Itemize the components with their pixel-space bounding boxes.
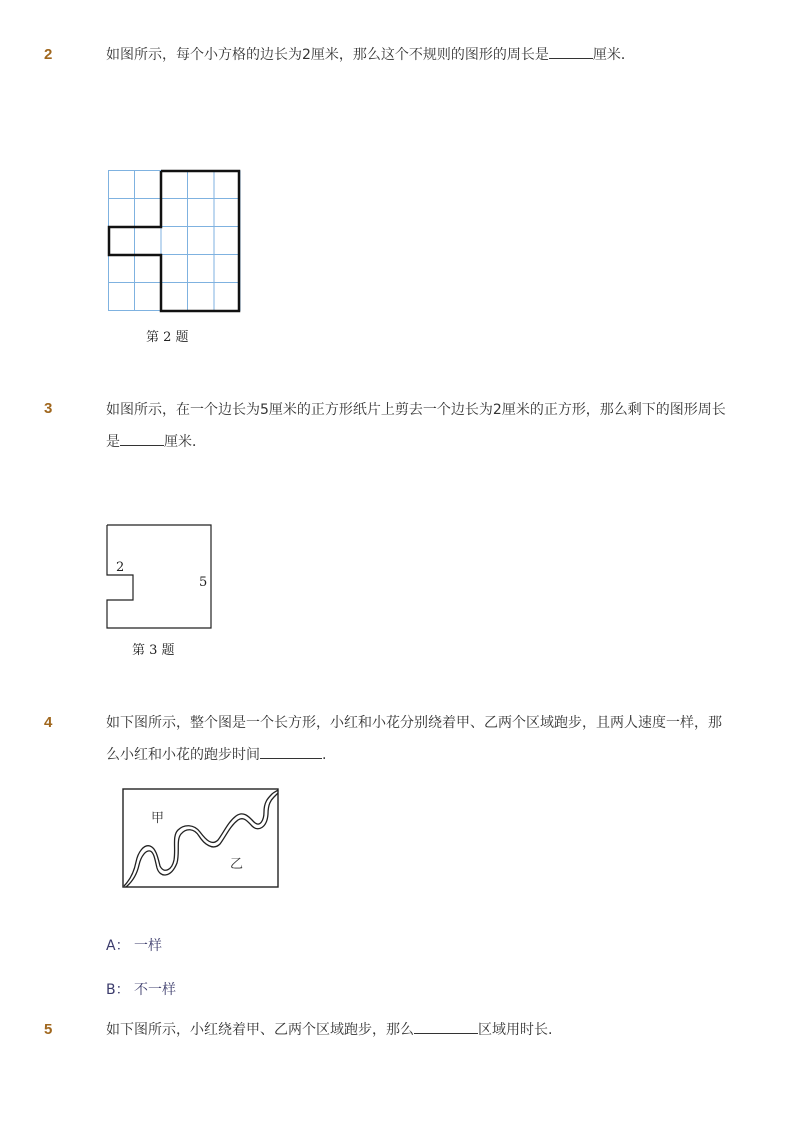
cut-square-outline (107, 525, 211, 628)
question-text (106, 394, 726, 458)
answer-blank[interactable] (120, 431, 164, 446)
region-yi-label: 乙 (230, 857, 244, 872)
question-text-before: 如下图所示，小红绕着甲、乙两个区域跑步，那么 (106, 1022, 414, 1038)
question-number: 2 (44, 46, 53, 63)
option-a[interactable] (106, 935, 162, 955)
cut-side-label: 2 (116, 560, 125, 575)
option-b[interactable] (106, 979, 176, 999)
region-jia-label: 甲 (151, 811, 165, 826)
grid-figure (108, 170, 241, 312)
option-text: 一样 (134, 938, 162, 954)
question-number: 5 (44, 1021, 53, 1038)
answer-blank[interactable] (549, 44, 593, 59)
question-text-after: 厘米． (164, 434, 206, 450)
cut-square-figure (106, 524, 214, 632)
question-text-after: 区域用时长. (478, 1022, 553, 1038)
question-text-before: 如图所示，在一个边长为5厘米的正方形纸片上剪去一个边长为2厘米的正方形，那么剩下的图形周长是 (106, 402, 726, 450)
side-length-label: 5 (199, 575, 208, 590)
question-text-before: 如下图所示，整个图是一个长方形，小红和小花分别绕着甲、乙两个区域跑步，且两人速度一样，那么小红和小花的跑步时间 (106, 715, 722, 763)
dividing-curve-inner (126, 793, 278, 887)
question-text (106, 39, 726, 71)
question-text (106, 1014, 726, 1046)
irregular-shape-outline (109, 171, 239, 311)
running-regions-figure (122, 788, 280, 889)
option-label: B： (106, 982, 130, 998)
figure-caption: 第 3 题 (132, 643, 175, 658)
question-text-before: 如图所示，每个小方格的边长为2厘米，那么这个不规则的图形的周长是 (106, 47, 549, 63)
question-number: 3 (44, 400, 53, 417)
answer-blank[interactable] (414, 1019, 478, 1034)
answer-blank[interactable] (260, 744, 322, 759)
question-text-after: . (322, 747, 327, 763)
option-text: 不一样 (134, 982, 176, 998)
question-text (106, 707, 726, 771)
question-text-after: 厘米． (592, 47, 635, 63)
option-label: A： (106, 938, 130, 954)
question-number: 4 (44, 714, 53, 731)
figure-caption: 第 2 题 (146, 330, 189, 345)
